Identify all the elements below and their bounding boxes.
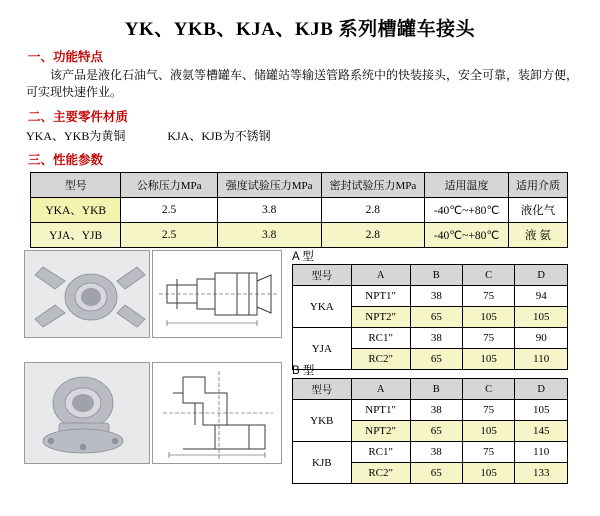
b-row4-d: 133: [515, 463, 568, 484]
perf-row1-seal: 2.8: [321, 198, 425, 223]
perf-header-nominal-pressure: 公称压力MPa: [121, 173, 217, 198]
perf-row1-nominal: 2.5: [121, 198, 217, 223]
material-steel: KJA、KJB为不锈钢: [167, 129, 271, 143]
perf-row2-strength: 3.8: [217, 223, 321, 248]
perf-row2-model: YJA、YJB: [31, 223, 121, 248]
perf-row1-model: YKA、YKB: [31, 198, 121, 223]
section-2-body: [26, 127, 600, 144]
b-row1-b: 38: [410, 400, 462, 421]
b-row2-d: 145: [515, 421, 568, 442]
a-row3-a: RC1": [351, 328, 410, 349]
b-row3-d: 110: [515, 442, 568, 463]
section-1-body: [26, 67, 578, 101]
coupling-photo-b: [24, 362, 150, 464]
table-row: [293, 400, 568, 421]
b-header-a: A: [351, 379, 410, 400]
b-row3-a: RC1": [351, 442, 410, 463]
a-row4-b: 65: [410, 349, 462, 370]
a-header-b: B: [410, 265, 462, 286]
a-row2-b: 65: [410, 307, 462, 328]
table-header-row: [31, 173, 568, 198]
b-row3-b: 38: [410, 442, 462, 463]
type-a-label: A 型: [292, 251, 314, 263]
perf-header-strength-pressure: 强度试验压力MPa: [217, 173, 321, 198]
a-row1-d: 94: [515, 286, 568, 307]
section-1-text: 该产品是液化石油气、液氨等槽罐车、储罐站等输送管路系统中的快装接头，安全可靠，装卸方便，可实现快速作业。: [26, 68, 579, 99]
a-row2-c: 105: [462, 307, 515, 328]
a-header-model: 型号: [293, 265, 352, 286]
a-row2-a: NPT2": [351, 307, 410, 328]
b-row1-model: YKB: [293, 400, 352, 442]
coupling-photo-a: [24, 250, 150, 338]
perf-row2-seal: 2.8: [321, 223, 425, 248]
type-b-label: B 型: [292, 365, 315, 377]
coupling-drawing-b: [152, 362, 282, 464]
a-row1-a: NPT1": [351, 286, 410, 307]
perf-header-temperature: 适用温度: [425, 173, 509, 198]
a-row4-c: 105: [462, 349, 515, 370]
table-row: [293, 286, 568, 307]
section-3-heading: 三、性能参数: [28, 153, 104, 167]
section-2-heading: 二、主要零件材质: [28, 110, 129, 124]
perf-row1-strength: 3.8: [217, 198, 321, 223]
table-row: [31, 198, 568, 223]
b-row1-d: 105: [515, 400, 568, 421]
a-row3-b: 38: [410, 328, 462, 349]
b-row2-c: 105: [462, 421, 515, 442]
perf-row2-nominal: 2.5: [121, 223, 217, 248]
table-header-row: [293, 379, 568, 400]
type-a-table: [292, 264, 568, 370]
a-row1-model: YKA: [293, 286, 352, 328]
a-row4-a: RC2": [351, 349, 410, 370]
a-row3-model: YJA: [293, 328, 352, 370]
perf-header-medium: 适用介质: [508, 173, 567, 198]
b-header-d: D: [515, 379, 568, 400]
b-row4-c: 105: [462, 463, 515, 484]
table-row: [293, 328, 568, 349]
b-row2-b: 65: [410, 421, 462, 442]
b-header-b: B: [410, 379, 462, 400]
a-row2-d: 105: [515, 307, 568, 328]
perf-row1-temp: -40℃~+80℃: [425, 198, 509, 223]
perf-header-seal-pressure: 密封试验压力MPa: [321, 173, 425, 198]
a-header-c: C: [462, 265, 515, 286]
a-row4-d: 110: [515, 349, 568, 370]
b-row3-model: KJB: [293, 442, 352, 484]
section-1-heading: 一、功能特点: [28, 50, 104, 64]
b-header-model: 型号: [293, 379, 352, 400]
type-b-table: [292, 378, 568, 484]
a-row3-d: 90: [515, 328, 568, 349]
b-row2-a: NPT2": [351, 421, 410, 442]
b-row4-a: RC2": [351, 463, 410, 484]
table-row: [293, 442, 568, 463]
page-title: YK、YKB、KJA、KJB 系列槽罐车接头: [124, 19, 476, 40]
a-row3-c: 75: [462, 328, 515, 349]
coupling-drawing-a: [152, 250, 282, 338]
perf-row2-temp: -40℃~+80℃: [425, 223, 509, 248]
perf-row1-medium: 液化气: [508, 198, 567, 223]
perf-header-model: 型号: [31, 173, 121, 198]
a-header-a: A: [351, 265, 410, 286]
performance-table: [30, 172, 568, 248]
table-header-row: [293, 265, 568, 286]
a-header-d: D: [515, 265, 568, 286]
b-row4-b: 65: [410, 463, 462, 484]
b-row1-a: NPT1": [351, 400, 410, 421]
b-row1-c: 75: [462, 400, 515, 421]
material-brass: YKA、YKB为黄铜: [26, 129, 126, 143]
b-header-c: C: [462, 379, 515, 400]
b-row3-c: 75: [462, 442, 515, 463]
perf-row2-medium: 液 氨: [508, 223, 567, 248]
table-row: [31, 223, 568, 248]
a-row1-c: 75: [462, 286, 515, 307]
a-row1-b: 38: [410, 286, 462, 307]
